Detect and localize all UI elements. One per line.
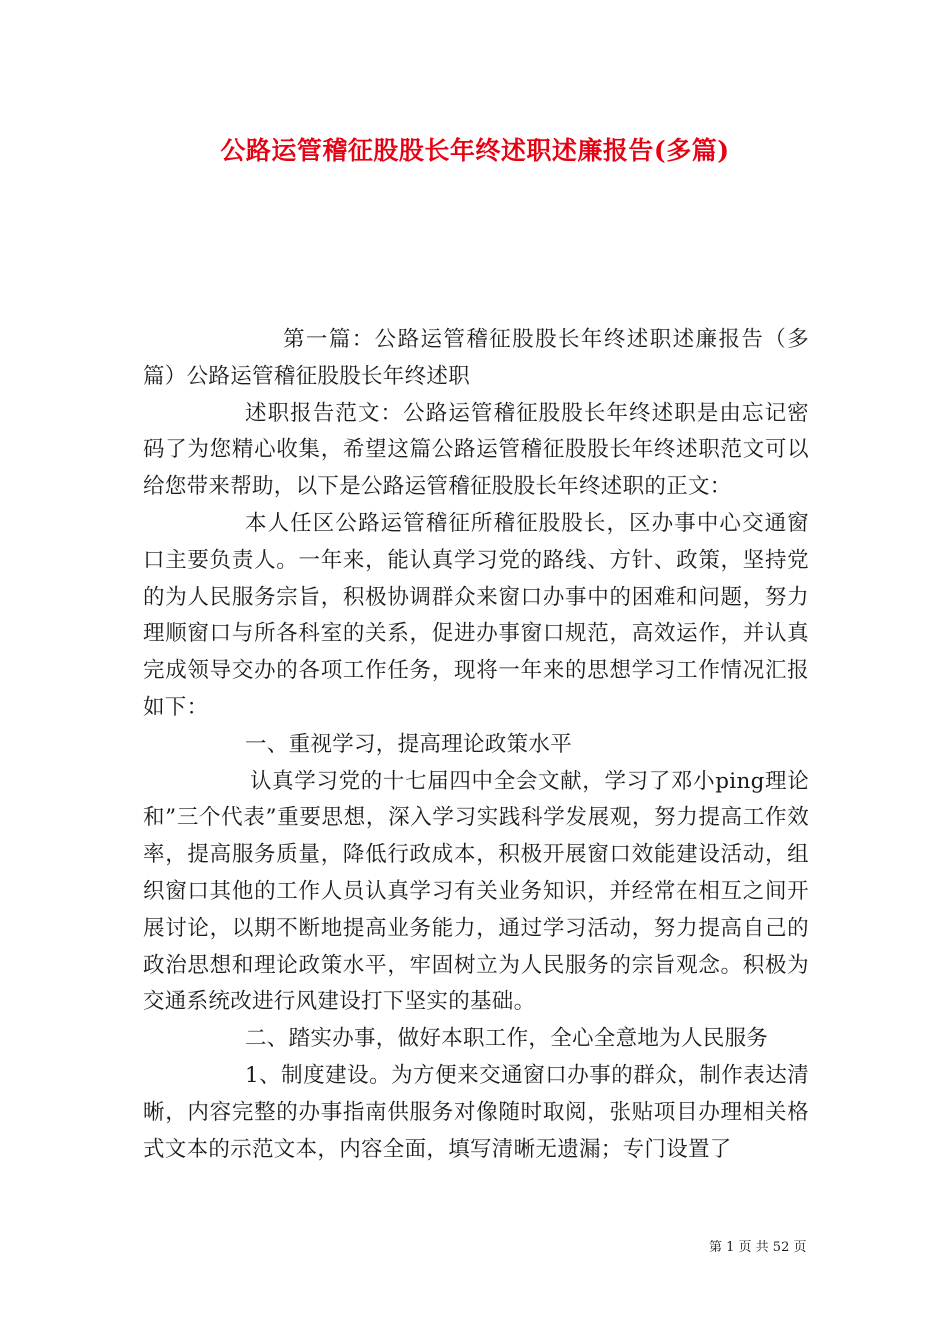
document-body — [143, 322, 809, 1168]
section-heading-2: 二、踏实办事，做好本职工作，全心全意地为人民服务 — [245, 1026, 769, 1052]
paragraph-overview: 本人任区公路运管稽征所稽征股股长，区办事中心交通窗口主要负责人。一年来，能认真学习党的路线、方针、政策，坚持党的为人民服务宗旨，积极协调群众来窗口办事中的困难和问题，努力理顺窗口与所各科室的关系，促进办事窗口规范，高效运作，并认真完成领导交办的各项工作任务，现将一年来的思想学习工作情况汇报如下： — [143, 510, 809, 720]
paragraph-summary: 述职报告范文：公路运管稽征股股长年终述职是由忘记密码了为您精心收集，希望这篇公路运管稽征股股长年终述职范文可以给您带来帮助，以下是公路运管稽征股股长年终述职的正文： — [143, 400, 809, 500]
paragraph-system-building: 1、制度建设。为方便来交通窗口办事的群众，制作表达清晰，内容完整的办事指南供服务对像随时取阅，张贴项目办理相关格式文本的示范文本，内容全面，填写清晰无遗漏；专门设置了 — [143, 1062, 809, 1162]
document-title: 公路运管稽征股股长年终述职述廉报告(多篇) — [220, 136, 730, 165]
paragraph-intro: 第一篇：公路运管稽征股股长年终述职述廉报告（多篇）公路运管稽征股股长年终述职 — [143, 327, 809, 389]
paragraph-study: 认真学习党的十七届四中全会文献，学习了邓小ping理论和”三个代表”重要思想，深入学习实践科学发展观，努力提高工作效率，提高服务质量，降低行政成本，积极开展窗口效能建设活动，组织窗口其他的工作人员认真学习有关业务知识，并经常在相互之间开展讨论，以期不断地提高业务能力，通过学习活动，努力提高自己的政治思想和理论政策水平，牢固树立为人民服务的宗旨观念。积极为交通系统改进行风建设打下坚实的基础。 — [143, 768, 809, 1015]
section-heading-1: 一、重视学习，提高理论政策水平 — [245, 731, 573, 757]
page-number-footer: 第 1 页 共 52 页 — [709, 1240, 807, 1255]
